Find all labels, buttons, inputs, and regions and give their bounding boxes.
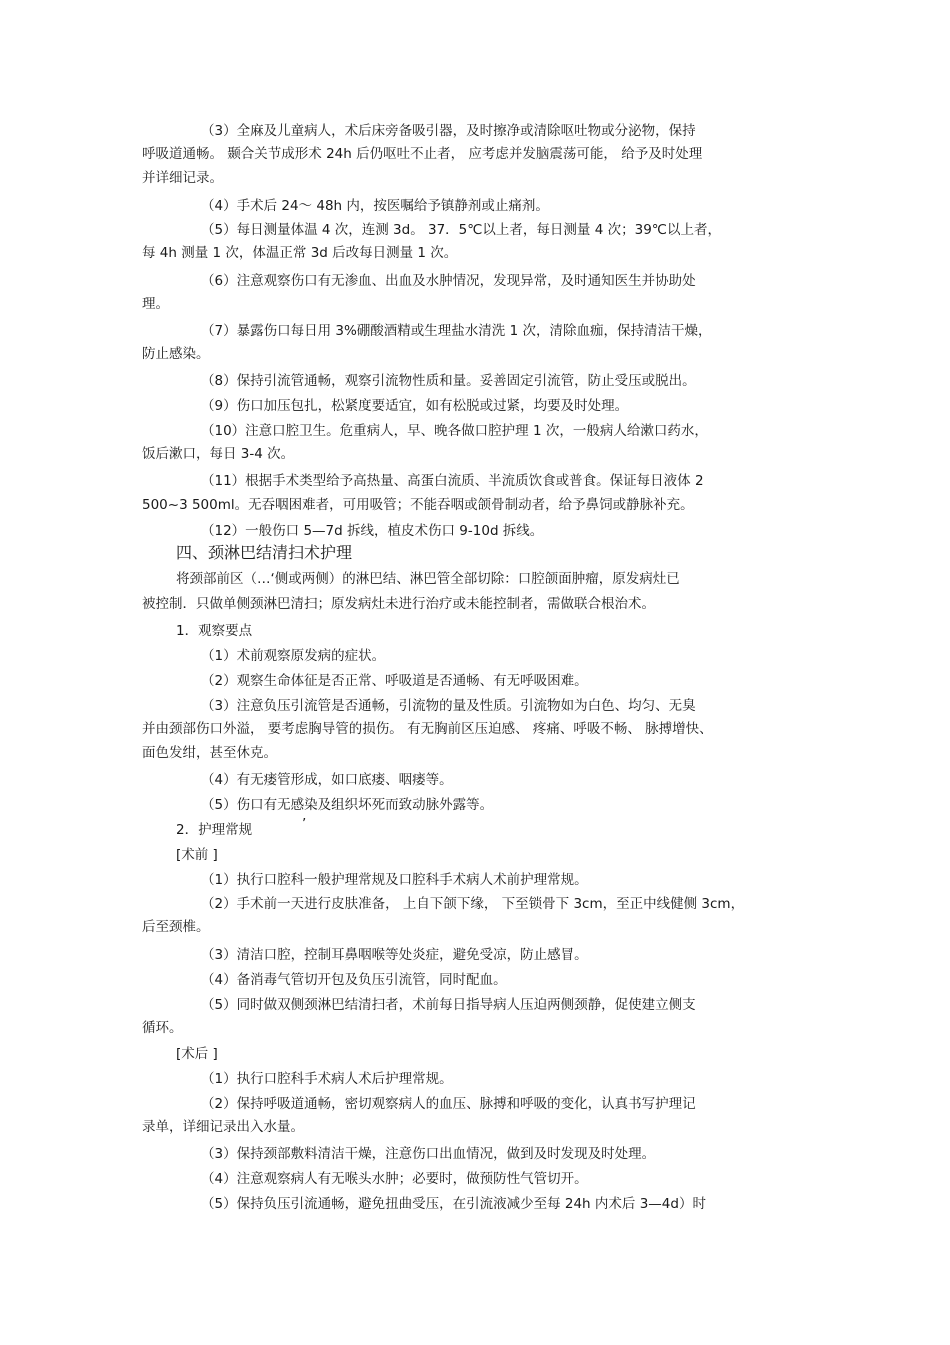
paragraph-line: （12）一般伤口 5—7d 拆线，植皮术伤口 9-10d 拆线。 xyxy=(201,523,544,539)
paragraph-line: （3）清洁口腔，控制耳鼻咽喉等处炎症，避免受凉，防止感冒。 xyxy=(201,947,588,963)
paragraph-line: （9）伤口加压包扎，松紧度要适宜，如有松脱或过紧，均要及时处理。 xyxy=(201,398,629,414)
paragraph-line: 面色发绀，甚至休克。 xyxy=(142,745,277,761)
paragraph-line: 循环。 xyxy=(142,1020,183,1036)
paragraph-line: （8）保持引流管通畅，观察引流物性质和量。妥善固定引流管，防止受压或脱出。 xyxy=(201,373,696,389)
paragraph-line: （1）执行口腔科手术病人术后护理常规。 xyxy=(201,1071,453,1087)
paragraph-line: （5）每日测量体温 4 次，连测 3d。 37．5℃以上者，每日测量 4 次；39℃以上者， xyxy=(201,222,721,238)
paragraph-line: 防止感染。 xyxy=(142,346,210,362)
paragraph-line: 录单，详细记录出入水量。 xyxy=(142,1119,304,1135)
paragraph-line: 每 4h 测量 1 次，体温正常 3d 后改每日测量 1 次。 xyxy=(142,245,458,261)
paragraph-line: 并由颈部伤口外溢， 要考虑胸导管的损伤。 有无胸前区压迫感、 疼痛、呼吸不畅、 脉搏增快、 xyxy=(142,721,713,737)
paragraph-line: （1）术前观察原发病的症状。 xyxy=(201,648,386,664)
paragraph-line: （10）注意口腔卫生。危重病人，早、晚各做口腔护理 1 次，一般病人给漱口药水， xyxy=(201,423,708,439)
paragraph-line: 将颈部前区（…‘侧或两侧）的淋巴结、淋巴管全部切除：口腔颌面肿瘤，原发病灶已 xyxy=(176,571,680,587)
paragraph-line: 被控制．只做单侧颈淋巴清扫；原发病灶未进行治疗或未能控制者，需做联合根治术。 xyxy=(142,596,655,612)
paragraph-line: （3）注意负压引流管是否通畅，引流物的量及性质。引流物如为白色、均匀、无臭 xyxy=(201,698,696,714)
section-heading: 四、颈淋巴结清扫术护理 xyxy=(176,543,353,562)
paragraph-line: （4）备消毒气管切开包及负压引流管，同时配血。 xyxy=(201,972,507,988)
paragraph-line: （11）根据手术类型给予高热量、高蛋白流质、半流质饮食或普食。保证每日液体 2 xyxy=(201,473,704,489)
paragraph-line: 理。 xyxy=(142,296,169,312)
paragraph-line: 饭后漱口，每日 3-4 次。 xyxy=(142,446,295,462)
post-op-tag: [术后 ] xyxy=(176,1046,218,1062)
paragraph-line: （3）全麻及儿童病人，术后床旁备吸引器，及时擦净或清除呕吐物或分泌物，保持 xyxy=(201,123,696,139)
paragraph-line: （7）暴露伤口每日用 3%硼酸酒精或生理盐水清洗 1 次，清除血痂，保持清洁干燥， xyxy=(201,323,712,339)
paragraph-line: （2）保持呼吸道通畅，密切观察病人的血压、脉搏和呼吸的变化，认真书写护理记 xyxy=(201,1096,696,1112)
paragraph-line: （4）有无瘘管形成，如口底瘘、咽瘘等。 xyxy=(201,772,453,788)
paragraph-line: 并详细记录。 xyxy=(142,170,223,186)
subsection-heading: 1．观察要点 xyxy=(176,623,253,639)
paragraph-line: 后至颈椎。 xyxy=(142,919,210,935)
paragraph-line: （4）手术后 24～ 48h 内，按医嘱给予镇静剂或止痛剂。 xyxy=(201,198,549,214)
paragraph-line: （2）观察生命体征是否正常、呼吸道是否通畅、有无呼吸困难。 xyxy=(201,673,588,689)
subsection-heading: 2．护理常规 xyxy=(176,822,253,838)
paragraph-line: （6）注意观察伤口有无渗血、出血及水肿情况，发现异常，及时通知医生并协助处 xyxy=(201,273,696,289)
paragraph-line: （5）同时做双侧颈淋巴结清扫者，术前每日指导病人压迫两侧颈静，促使建立侧支 xyxy=(201,997,696,1013)
paragraph-line: （3）保持颈部敷料清洁干燥，注意伤口出血情况，做到及时发现及时处理。 xyxy=(201,1146,656,1162)
paragraph-line: 呼吸道通畅。 颞合关节成形术 24h 后仍呕吐不止者， 应考虑并发脑震荡可能， 给予及时处理 xyxy=(142,146,703,162)
paragraph-line: （4）注意观察病人有无喉头水肿；必要时，做预防性气管切开。 xyxy=(201,1171,588,1187)
paragraph-line: （2）手术前一天进行皮肤准备， 上自下颌下缘， 下至锁骨下 3cm，至正中线健侧 3cm， xyxy=(201,896,745,912)
paragraph-line: （5）伤口有无感染及组织坏死而致动脉外露等。 xyxy=(201,797,494,813)
stray-mark: ’ xyxy=(302,816,307,832)
paragraph-line: 500~3 500ml。无吞咽困难者，可用吸管；不能吞咽或颌骨制动者，给予鼻饲或静脉补充。 xyxy=(142,497,694,513)
paragraph-line: （1）执行口腔科一般护理常规及口腔科手术病人术前护理常规。 xyxy=(201,872,588,888)
paragraph-line: （5）保持负压引流通畅，避免扭曲受压，在引流液减少至每 24h 内术后 3—4d）时 xyxy=(201,1196,706,1212)
pre-op-tag: [术前 ] xyxy=(176,847,218,863)
